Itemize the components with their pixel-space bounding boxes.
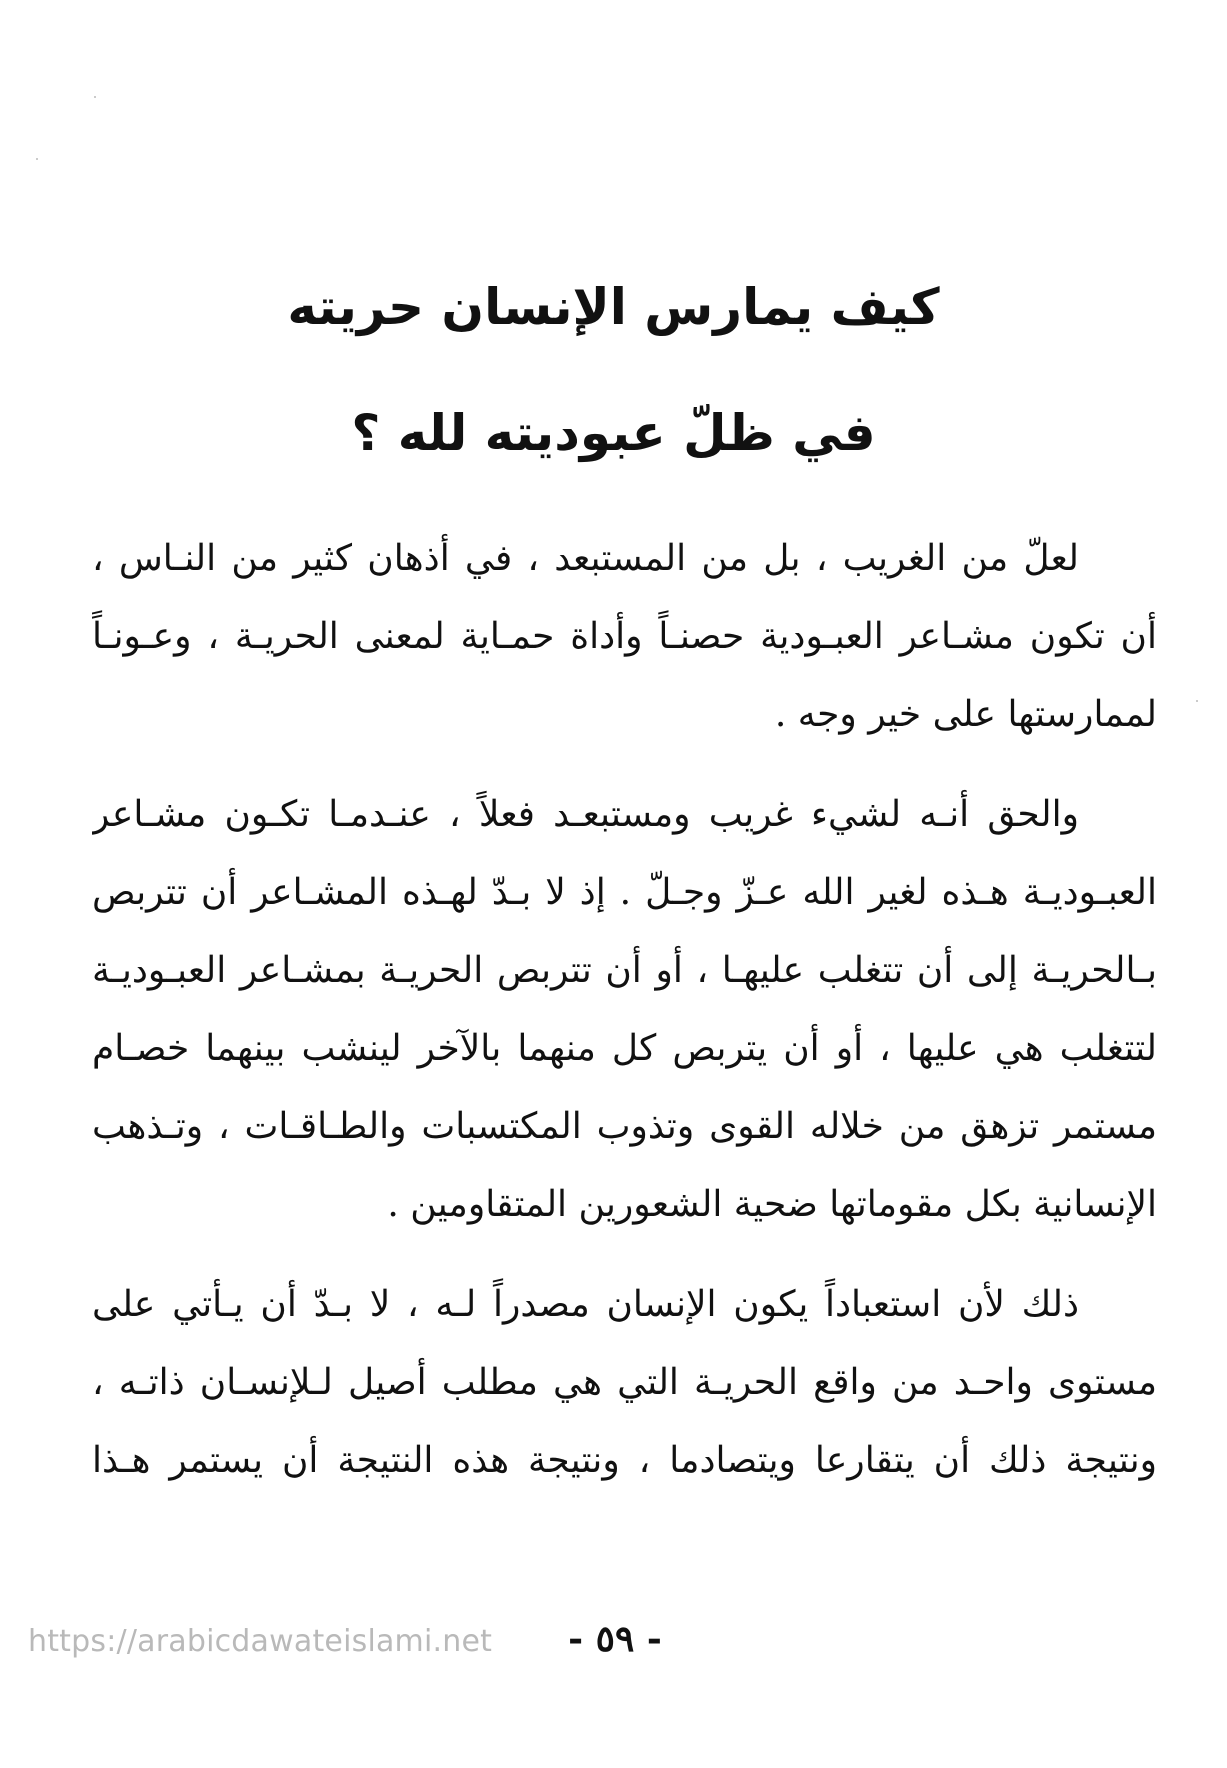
paragraph-2: [92, 776, 1157, 1244]
scan-speck: [94, 96, 96, 98]
paragraph-line: مستوى واحـد من واقع الحريـة التي هي مطلب أصيل لـلإنسـان ذاتـه ،: [92, 1362, 1157, 1403]
paragraph-line: لتتغلب هي عليها ، أو أن يتربص كل منهما بالآخر لينشب بينهما خصـام: [92, 1028, 1157, 1069]
paragraph-3: [92, 1266, 1157, 1500]
paragraph-line: العبـوديـة هـذه لغير الله عـزّ وجـلّ . إذ لا بـدّ لهـذه المشـاعر أن تتربص: [92, 872, 1157, 913]
paragraph-line: والحق أنـه لشيء غريب ومستبعـد فعلاً ، عنـدمـا تكـون مشـاعر: [92, 794, 1079, 835]
scan-speck: [1196, 700, 1198, 702]
watermark-url: https://arabicdawateislami.net: [28, 1624, 493, 1659]
paragraph-line: ذلك لأن استعباداً يكون الإنسان مصدراً لـه ، لا بـدّ أن يـأتي على: [92, 1284, 1079, 1325]
scan-speck: [36, 158, 38, 160]
paragraph-line: أن تكون مشـاعر العبـودية حصنـاً وأداة حمـاية لمعنى الحريـة ، وعـونـاً: [92, 616, 1157, 657]
title-line-2: في ظلّ عبوديته لله ؟: [351, 404, 876, 462]
paragraph-line: لممارستها على خير وجه .: [774, 694, 1157, 735]
page-number: - ٥٩ -: [568, 1618, 662, 1660]
paragraph-line: مستمر تزهق من خلاله القوى وتذوب المكتسبات والطـاقـات ، وتـذهب: [92, 1106, 1157, 1147]
paragraph-1: [92, 520, 1157, 754]
paragraph-line: ونتيجة ذلك أن يتقارعا ويتصادما ، ونتيجة هذه النتيجة أن يستمر هـذا: [92, 1440, 1157, 1481]
paragraph-line: لعلّ من الغريب ، بل من المستبعد ، في أذهان كثير من النـاس ،: [92, 538, 1080, 579]
paragraph-line: بـالحريـة إلى أن تتغلب عليهـا ، أو أن تتربص الحريـة بمشـاعر العبـوديـة: [92, 950, 1157, 991]
title-line-1: كيف يمارس الإنسان حريته: [287, 278, 940, 336]
paragraph-line: الإنسانية بكل مقوماتها ضحية الشعورين المتقاومين .: [387, 1184, 1157, 1225]
